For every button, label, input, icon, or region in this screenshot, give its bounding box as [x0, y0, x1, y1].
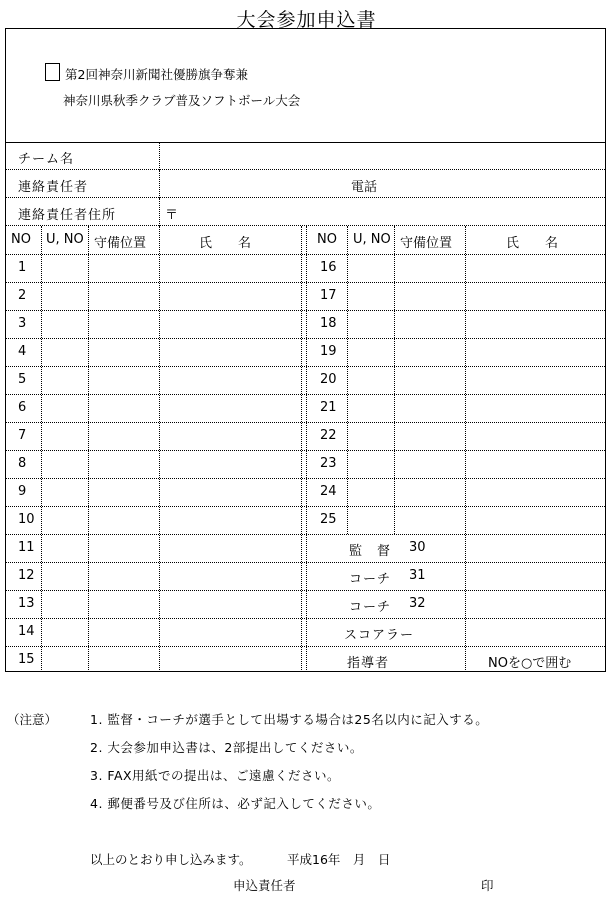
player-number: 25: [320, 512, 337, 527]
column-header: 守備位置: [400, 236, 453, 251]
player-number: 9: [18, 484, 27, 499]
player-number: 1: [18, 260, 27, 275]
team-name-label: チーム名: [18, 152, 75, 167]
staff-number: 32: [409, 596, 426, 611]
event-subtitle: 神奈川県秋季クラブ普及ソフトボール大会: [63, 93, 301, 108]
staff-role: コーチ: [349, 572, 392, 587]
notes-label: （注意）: [7, 712, 58, 727]
player-number: 5: [18, 372, 27, 387]
staff-role: 監 督: [349, 544, 392, 559]
column-header: U, NO: [46, 232, 84, 247]
player-number: 20: [320, 372, 337, 387]
staff-role: コーチ: [349, 600, 392, 615]
application-date: 平成16年 月 日: [287, 852, 391, 867]
player-number: 17: [320, 288, 337, 303]
postal-mark: 〒: [165, 208, 179, 223]
player-number: 8: [18, 456, 27, 471]
column-header: NO: [11, 232, 31, 247]
player-number: 4: [18, 344, 27, 359]
event-checkbox[interactable]: [45, 63, 60, 81]
phone-label: 電話: [351, 180, 378, 195]
player-number: 24: [320, 484, 337, 499]
player-number: 21: [320, 400, 337, 415]
player-number: 10: [18, 512, 35, 527]
note-item: 4. 郵便番号及び住所は、必ず記入してください。: [90, 796, 381, 811]
player-number: 11: [18, 540, 35, 555]
applicant-label: 申込責任者: [233, 878, 296, 893]
player-number: 7: [18, 428, 27, 443]
contact-person-label: 連絡責任者: [18, 180, 89, 195]
player-number: 19: [320, 344, 337, 359]
player-number: 2: [18, 288, 27, 303]
staff-number: 30: [409, 540, 426, 555]
player-number: 22: [320, 428, 337, 443]
team-name-row: [6, 142, 605, 170]
player-number: 23: [320, 456, 337, 471]
column-divider: [159, 226, 160, 672]
event-header: [6, 29, 605, 143]
column-header: 氏 名: [199, 236, 252, 251]
roster-table: [6, 226, 605, 671]
note-item: 3. FAX用紙での提出は、ご遠慮ください。: [90, 768, 341, 783]
player-number: 16: [320, 260, 337, 275]
column-divider: [301, 226, 302, 672]
note-item: 1. 監督・コーチが選手として出場する場合は25名以内に記入する。: [90, 712, 489, 727]
staff-role: スコアラー: [344, 628, 415, 643]
player-number: 14: [18, 624, 35, 639]
column-divider: [306, 226, 307, 672]
column-divider: [88, 226, 89, 672]
column-header: NO: [317, 232, 337, 247]
column-header: U, NO: [353, 232, 391, 247]
staff-number: 31: [409, 568, 426, 583]
player-number: 6: [18, 400, 27, 415]
note-item: 2. 大会参加申込書は、2部提出してください。: [90, 740, 363, 755]
application-form: [5, 28, 606, 672]
column-divider: [41, 226, 42, 672]
player-number: 18: [320, 316, 337, 331]
event-name: 第2回神奈川新聞社優勝旗争奪兼: [65, 67, 248, 82]
player-number: 3: [18, 316, 27, 331]
player-number: 13: [18, 596, 35, 611]
declaration-text: 以上のとおり申し込みます。: [90, 852, 252, 867]
contact-row: [6, 170, 605, 198]
column-divider: [465, 226, 466, 672]
player-number: 15: [18, 652, 35, 667]
column-divider: [394, 226, 395, 534]
circle-note: NOを○で囲む: [488, 656, 572, 671]
seal-mark: 印: [481, 878, 494, 893]
player-number: 12: [18, 568, 35, 583]
column-header: 氏 名: [506, 236, 559, 251]
contact-address-row: [6, 198, 605, 226]
page-title: 大会参加申込書: [236, 9, 377, 31]
column-header: 守備位置: [94, 236, 147, 251]
staff-role: 指導者: [347, 656, 390, 671]
contact-address-label: 連絡責任者住所: [18, 208, 117, 223]
column-divider: [347, 226, 348, 534]
